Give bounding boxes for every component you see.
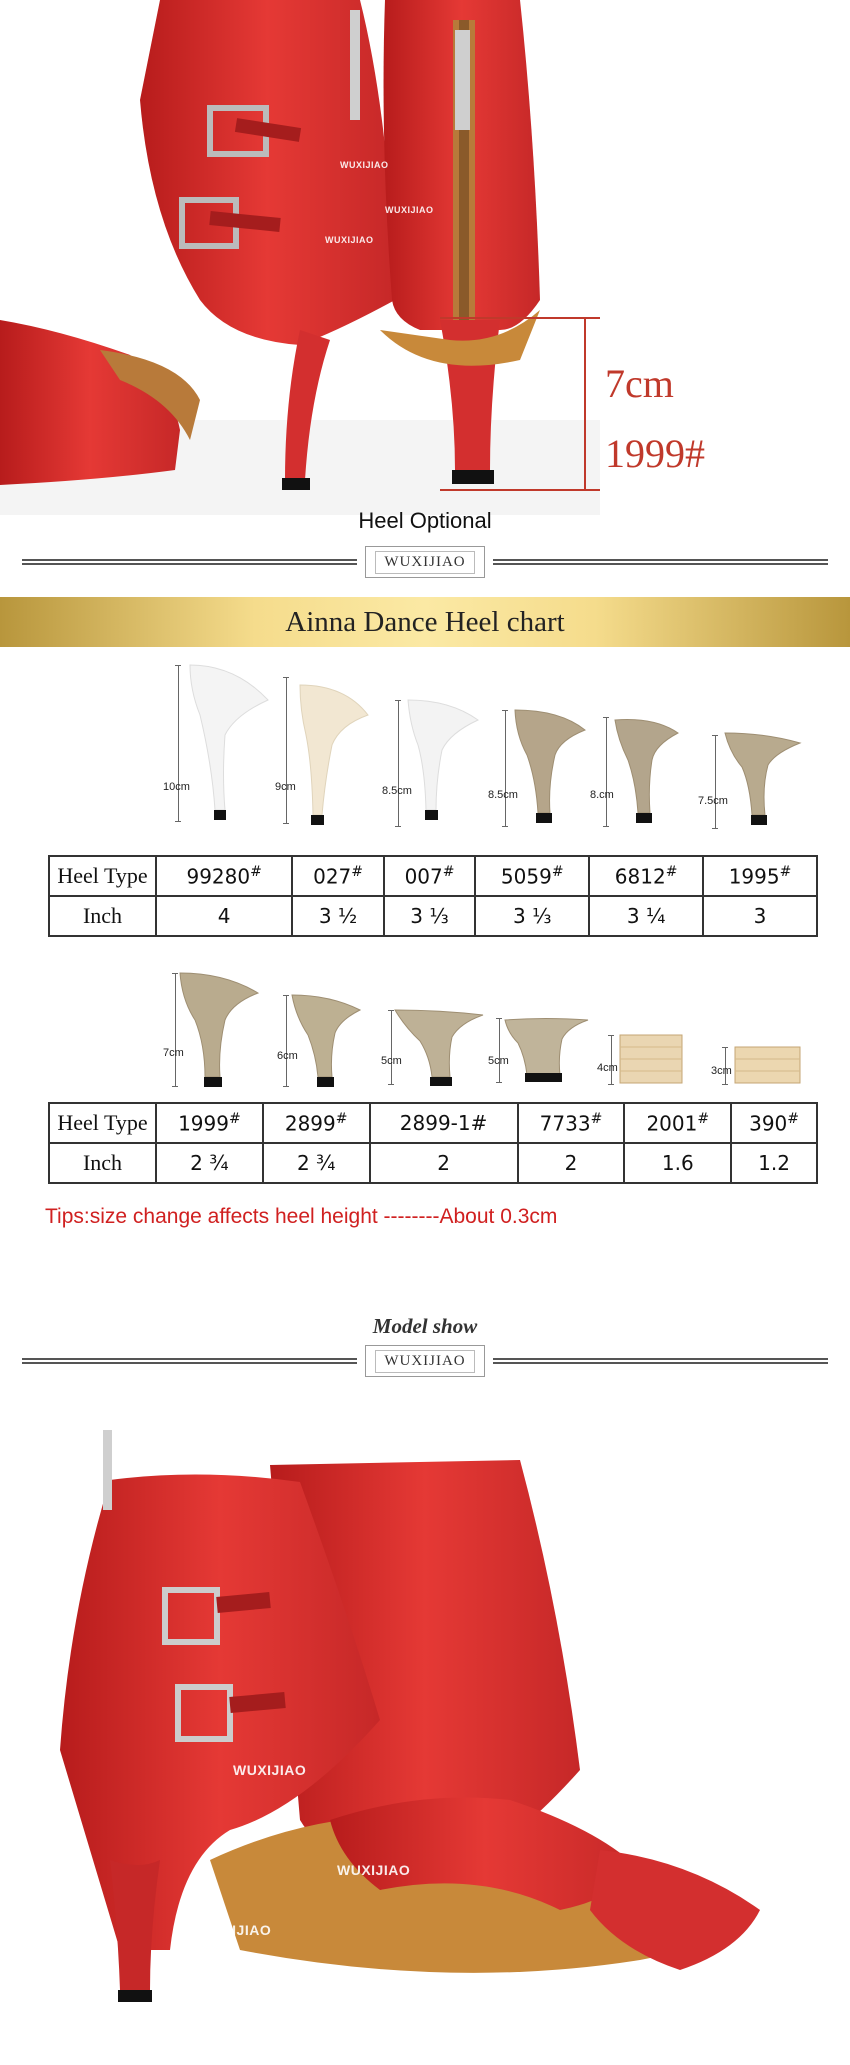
red-sandal-image bbox=[0, 1390, 850, 2065]
table-cell: 2 ¾ bbox=[263, 1143, 370, 1183]
table-cell: 027# bbox=[292, 856, 383, 896]
table-cell: 3 ⅓ bbox=[475, 896, 589, 936]
table-cell: 1.6 bbox=[624, 1143, 731, 1183]
table-cell: 2 bbox=[370, 1143, 518, 1183]
heel-height-label: 6cm bbox=[277, 1050, 298, 1062]
watermark: WUXIJIAO bbox=[233, 1762, 307, 1778]
table-cell: 4 bbox=[156, 896, 292, 936]
table-cell: 390# bbox=[731, 1103, 817, 1143]
heel-height-label: 8.cm bbox=[590, 789, 614, 801]
heel-height-label: 3cm bbox=[711, 1065, 732, 1077]
watermark: WUXIJIAO bbox=[385, 205, 434, 215]
brand-logo-text: WUXIJIAO bbox=[375, 1350, 474, 1373]
table-cell: 3 ½ bbox=[292, 896, 383, 936]
heel-images-row-1 bbox=[0, 655, 850, 835]
brand-divider bbox=[22, 1345, 828, 1379]
hero-photo bbox=[0, 0, 850, 515]
table-row bbox=[49, 856, 817, 896]
table-cell: 007# bbox=[384, 856, 475, 896]
heel-optional-caption: Heel Optional bbox=[358, 508, 492, 533]
model-photo bbox=[0, 1390, 850, 2065]
table-cell: 3 ¼ bbox=[589, 896, 703, 936]
heel-images-row-2 bbox=[0, 965, 850, 1100]
watermark: WUXIJIAO bbox=[325, 235, 374, 245]
table-row bbox=[49, 1103, 817, 1143]
heel-height-label: 5cm bbox=[488, 1055, 509, 1067]
table-cell: 5059# bbox=[475, 856, 589, 896]
table-cell: 2899# bbox=[263, 1103, 370, 1143]
heel-height-label: 7cm bbox=[163, 1047, 184, 1059]
heel-height-label: 4cm bbox=[597, 1062, 618, 1074]
brand-divider bbox=[22, 546, 828, 580]
heel-height-label: 5cm bbox=[381, 1055, 402, 1067]
table-cell: 1.2 bbox=[731, 1143, 817, 1183]
table-header-cell: Inch bbox=[49, 896, 156, 936]
heel-height-label: 7.5cm bbox=[698, 795, 728, 807]
table-cell: 2899-1# bbox=[370, 1103, 518, 1143]
table-cell: 99280# bbox=[156, 856, 292, 896]
brand-logo-text: WUXIJIAO bbox=[375, 551, 474, 574]
table-cell: 7733# bbox=[518, 1103, 625, 1143]
table-header-cell: Heel Type bbox=[49, 1103, 156, 1143]
table-header-cell: Heel Type bbox=[49, 856, 156, 896]
table-cell: 1995# bbox=[703, 856, 817, 896]
table-row bbox=[49, 896, 817, 936]
table-row bbox=[49, 1143, 817, 1183]
model-show-heading: Model show bbox=[372, 1314, 478, 1338]
table-cell: 6812# bbox=[589, 856, 703, 896]
table-cell: 2 ¾ bbox=[156, 1143, 263, 1183]
red-boot-heel-image bbox=[0, 0, 850, 515]
table-cell: 2001# bbox=[624, 1103, 731, 1143]
watermark: WUXIJIAO bbox=[340, 160, 389, 170]
watermark: WUXIJIAO bbox=[198, 1922, 272, 1938]
heel-chart-banner bbox=[0, 597, 850, 647]
banner-title: Ainna Dance Heel chart bbox=[285, 605, 565, 638]
heel-table-2 bbox=[48, 1102, 818, 1184]
heel-height-label: 8.5cm bbox=[488, 789, 518, 801]
watermark: WUXIJIAO bbox=[337, 1862, 411, 1878]
table-cell: 1999# bbox=[156, 1103, 263, 1143]
table-header-cell: Inch bbox=[49, 1143, 156, 1183]
table-cell: 3 ⅓ bbox=[384, 896, 475, 936]
heel-height-label: 7cm bbox=[605, 361, 674, 406]
table-cell: 3 bbox=[703, 896, 817, 936]
heel-height-label: 9cm bbox=[275, 781, 296, 793]
heel-illustrations bbox=[0, 655, 850, 835]
tips-text: Tips:size change affects heel height --------About 0.3cm bbox=[45, 1205, 558, 1228]
heel-table-1 bbox=[48, 855, 818, 937]
heel-height-label: 10cm bbox=[163, 781, 190, 793]
heel-height-label: 8.5cm bbox=[382, 785, 412, 797]
heel-code-label: 1999# bbox=[605, 431, 705, 476]
table-cell: 2 bbox=[518, 1143, 625, 1183]
